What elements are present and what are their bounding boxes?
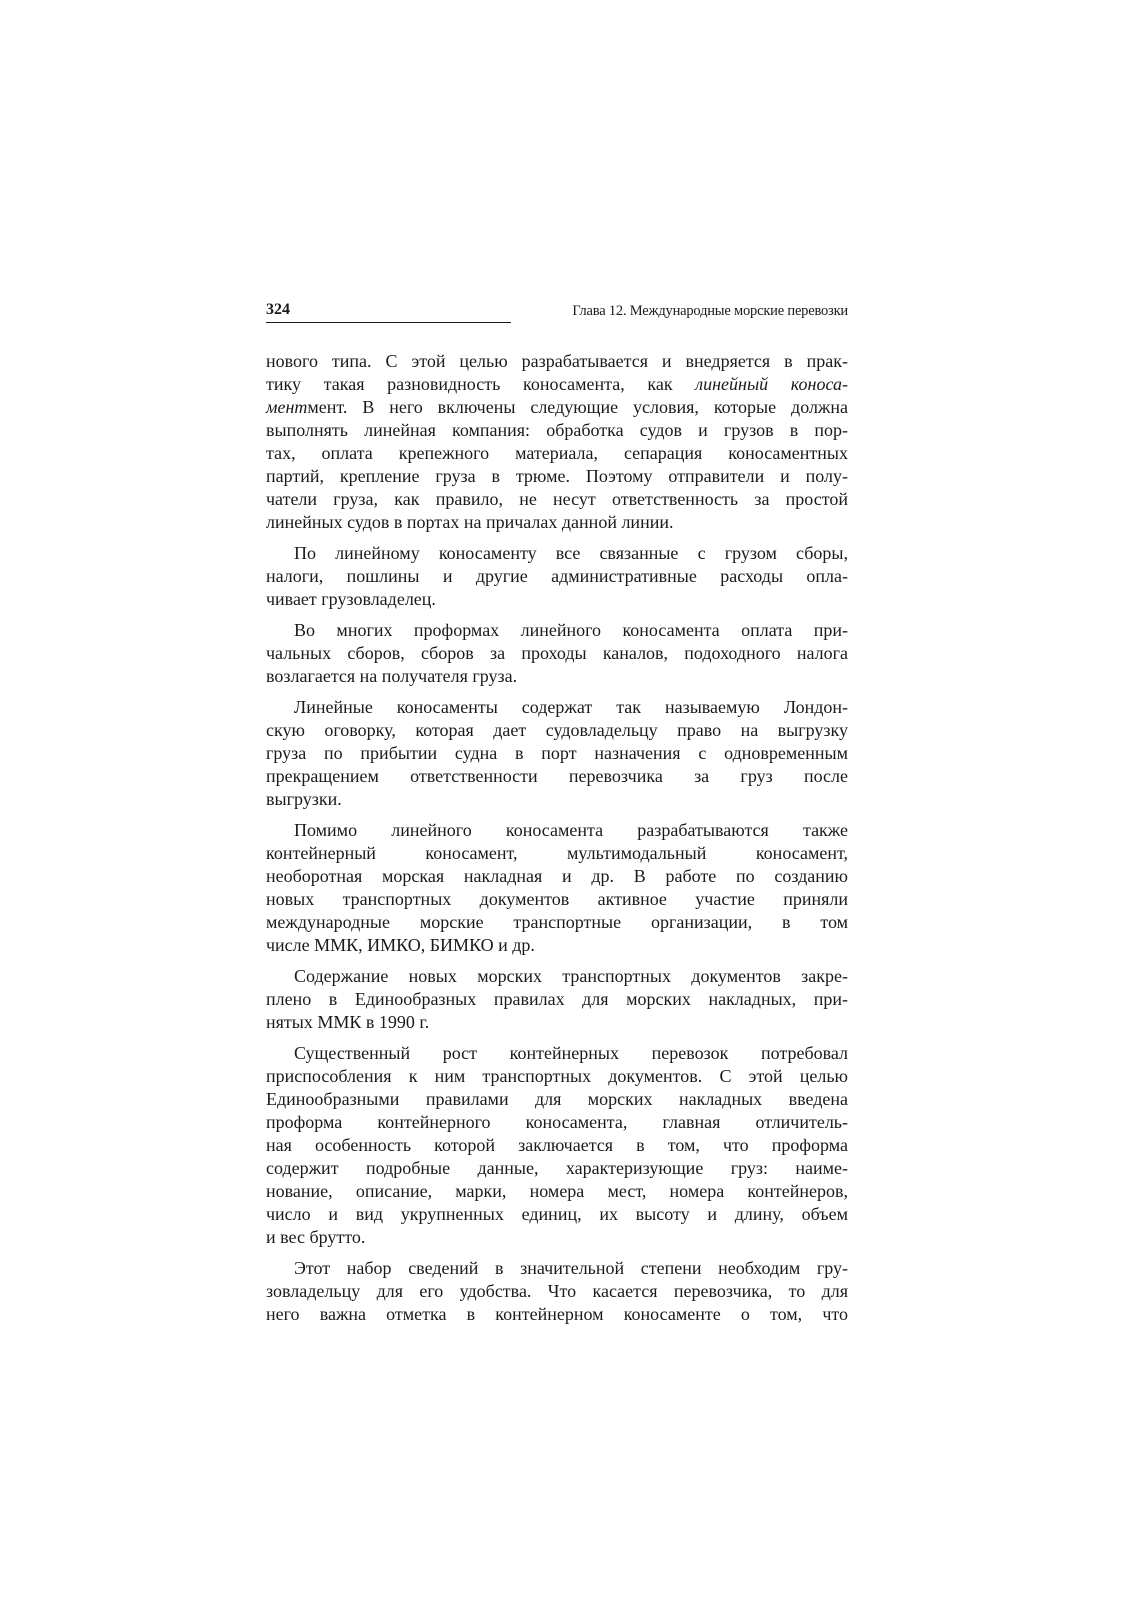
text-segment: мент. В него включены следующие условия, которые должна <box>307 397 848 417</box>
text-line: Существенный рост контейнерных перевозок потребовал <box>294 1043 848 1063</box>
text-line: груза по прибытии судна в порт назначения с одновременным <box>266 743 848 763</box>
text-line: По линейному коносаменту все связанные с грузом сборы, <box>294 543 848 563</box>
page-number: 324 <box>266 301 290 318</box>
text-line: необоротная морская накладная и др. В работе по созданию <box>266 866 848 886</box>
text-line: чивает грузовладелец. <box>266 589 436 609</box>
text-segment: тику такая разновидность коносамента, как <box>266 374 696 394</box>
text-line: нование, описание, марки, номера мест, номера контейнеров, <box>266 1181 848 1201</box>
text-line: контейнерный коносамент, мультимодальный коносамент, <box>266 843 848 863</box>
text-line <box>266 373 848 396</box>
paragraph <box>266 542 848 611</box>
paragraph <box>266 696 848 811</box>
text-line: партий, крепление груза в трюме. Поэтому отправители и полу- <box>266 466 848 486</box>
paragraph <box>266 1042 848 1249</box>
text-line: числе ММК, ИМКО, БИМКО и др. <box>266 935 535 955</box>
text-line: Содержание новых морских транспортных документов закре- <box>294 966 848 986</box>
paragraph <box>266 819 848 957</box>
text-line: Линейные коносаменты содержат так называемую Лондон- <box>294 697 848 717</box>
text-line: возлагается на получателя груза. <box>266 666 518 686</box>
body-text <box>266 350 848 1326</box>
text-line: налоги, пошлины и другие административные расходы опла- <box>266 566 848 586</box>
text-line: международные морские транспортные организации, в том <box>266 912 848 932</box>
text-line <box>266 396 848 419</box>
book-page <box>266 300 848 1334</box>
text-line: число и вид укрупненных единиц, их высоту и длину, объем <box>266 1204 848 1224</box>
text-line: Этот набор сведений в значительной степени необходим гру- <box>294 1258 848 1278</box>
text-line: нятых ММК в 1990 г. <box>266 1012 430 1032</box>
text-line: выгрузки. <box>266 789 342 809</box>
text-line: линейных судов в портах на причалах данной линии. <box>266 512 674 532</box>
text-line: приспособления к ним транспортных документов. С этой целью <box>266 1066 848 1086</box>
text-line: Единообразными правилами для морских накладных введена <box>266 1089 848 1109</box>
text-line: него важна отметка в контейнерном коносаменте о том, что <box>266 1304 848 1324</box>
text-line: прекращением ответственности перевозчика за груз после <box>266 766 848 786</box>
text-line: плено в Единообразных правилах для морских накладных, при- <box>266 989 848 1009</box>
text-line: новых транспортных документов активное участие приняли <box>266 889 848 909</box>
text-line: Помимо линейного коносамента разрабатываются также <box>294 820 848 840</box>
text-line: скую оговорку, которая дает судовладельцу право на выгрузку <box>266 720 848 740</box>
italic-term: линейный коноса- <box>695 374 848 394</box>
text-line: проформа контейнерного коносамента, главная отличитель- <box>266 1112 848 1132</box>
text-line: нового типа. С этой целью разрабатывается и внедряется в прак- <box>266 351 848 371</box>
text-line: чатели груза, как правило, не несут ответственность за простой <box>266 489 848 509</box>
chapter-title: Глава 12. Международные морские перевозки <box>572 303 848 319</box>
text-line: ная особенность которой заключается в том, что проформа <box>266 1135 848 1155</box>
running-head <box>266 300 848 326</box>
italic-term: мент <box>266 397 308 417</box>
paragraph <box>266 350 848 534</box>
text-line: выполнять линейная компания: обработка судов и грузов в пор- <box>266 420 848 440</box>
header-rule <box>266 322 511 323</box>
text-line: содержит подробные данные, характеризующие груз: наиме- <box>266 1158 848 1178</box>
text-line: зовладельцу для его удобства. Что касается перевозчика, то для <box>266 1281 848 1301</box>
text-line: чальных сборов, сборов за проходы каналов, подоходного налога <box>266 643 848 663</box>
text-line: тах, оплата крепежного материала, сепарация коносаментных <box>266 443 848 463</box>
paragraph <box>266 1257 848 1326</box>
text-line: Во многих проформах линейного коносамента оплата при- <box>294 620 848 640</box>
paragraph <box>266 965 848 1034</box>
paragraph <box>266 619 848 688</box>
text-line: и вес брутто. <box>266 1227 366 1247</box>
